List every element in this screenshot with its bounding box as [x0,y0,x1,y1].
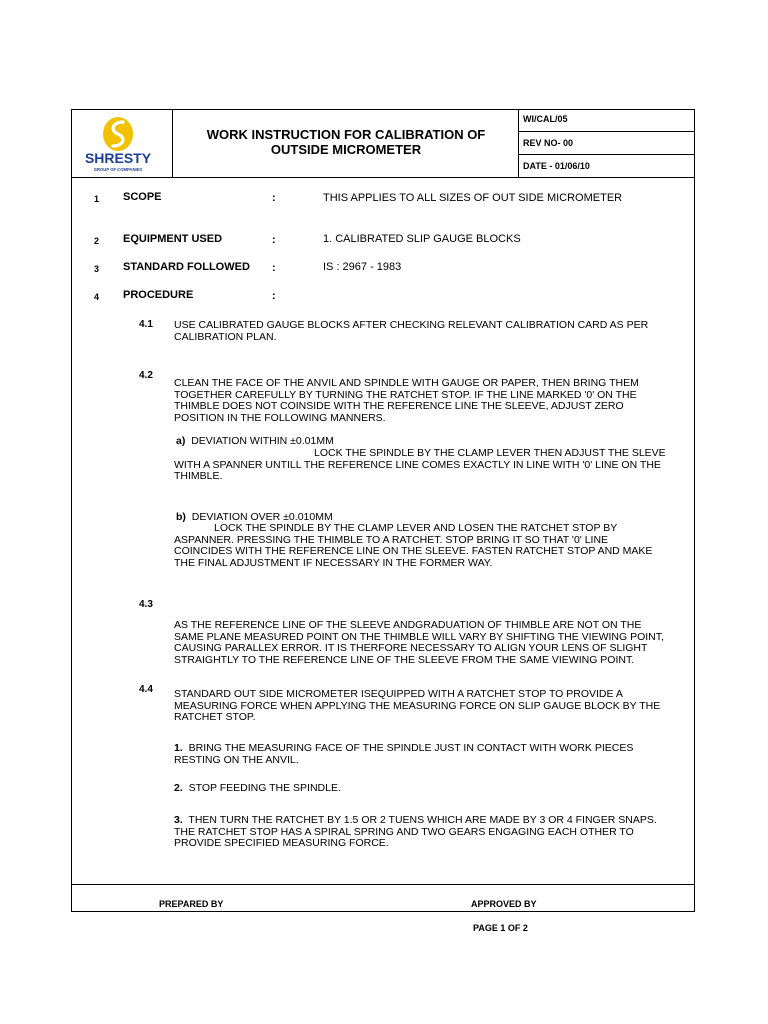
header-meta-divider [518,109,519,178]
text-line: LOCK THE SPINDLE BY THE CLAMP LEVER AND LOSEN THE RATCHET STOP BY [214,522,618,534]
header-meta-row-divider-2 [518,154,695,155]
text-line: CAUSING PARALLEX ERROR. IT IS THERFORE NECESSARY TO ALIGN YOUR LENS OF SLIGHT [174,642,648,655]
text-line: LOCK THE SPINDLE BY THE CLAMP LEVER THEN ADJUST THE SLEVE [314,447,666,459]
section-colon: : [272,192,276,204]
section-label-standard: STANDARD FOLLOWED [123,261,250,273]
prepared-by-label: PREPARED BY [159,899,224,909]
subsection-text-4-3 [174,620,694,666]
footer-top-divider [71,884,695,885]
text-line: CLEAN THE FACE OF THE ANVIL AND SPINDLE WITH GAUGE OR PAPER, THEN BRING THEM [174,377,639,389]
subsection-number: 4.1 [139,319,153,330]
text-line: USE CALIBRATED GAUGE BLOCKS AFTER CHECKING RELEVANT CALIBRATION CARD AS PER [174,319,649,331]
step-text: BRING THE MEASURING FACE OF THE SPINDLE JUST IN CONTACT WITH WORK PIECES [188,742,634,754]
text-line: MEASURING FORCE WHEN APPLYING THE MEASURING FORCE ON SLIP GAUGE BLOCK BY THE [174,699,661,712]
section-number: 2 [94,236,100,246]
document-title-line-2: OUTSIDE MICROMETER [270,142,422,157]
text-line: AS THE REFERENCE LINE OF THE SLEEVE ANDGRADUATION OF THIMBLE ARE NOT ON THE [174,619,642,631]
text-line: THIMBLE. [174,470,223,483]
document-title-line-1: WORK INSTRUCTION FOR CALIBRATION OF [206,127,486,142]
text-line: STANDARD OUT SIDE MICROMETER ISEQUIPPED WITH A RATCHET STOP TO PROVIDE A [174,688,623,700]
text-line: RATCHET STOP. [174,711,256,724]
step-marker: 2. [174,782,183,794]
step-3 [174,815,694,850]
logo-tagline: GROUP OF COMPANIES [93,167,143,172]
shresty-logo-icon [80,114,162,176]
section-number: 3 [94,264,100,274]
subsection-text-4-1 [174,320,694,343]
step-marker: 1. [174,742,183,754]
text-line: CALIBRATION PLAN. [174,330,277,343]
section-colon: : [272,234,276,246]
subsection-text-4-4 [174,689,694,724]
section-number: 4 [94,292,100,302]
deviation-a-heading [176,436,576,448]
step-text: STOP FEEDING THE SPINDLE. [188,782,341,794]
subsection-text-4-2 [174,378,694,424]
section-label-scope: SCOPE [123,191,162,203]
step-1 [174,743,694,766]
header-meta-row-divider-1 [518,131,695,132]
header-bottom-divider [71,177,695,178]
text-line: SAME PLANE MEASURED POINT ON THE THIMBLE WILL VARY BY SHIFTING THE VIEWING POINT, [174,630,664,643]
section-value-equipment: 1. CALIBRATED SLIP GAUGE BLOCKS [323,233,521,245]
text-line: PROVIDE SPECIFIED MEASURING FORCE. [174,837,389,850]
list-marker-a: a) [176,435,186,447]
deviation-a-text [174,448,694,483]
logo-company-name: SHRESTY [84,150,152,166]
section-colon: : [272,290,276,302]
text-line [174,815,694,827]
doc-number: WI/CAL/05 [523,114,568,124]
deviation-b-text [174,523,694,569]
text-line: STRAIGHTLY TO THE REFERENCE LINE OF THE SLEEVE FROM THE SAME VIEWING POINT. [174,653,635,666]
text-line: WITH A SPANNER UNTILL THE REFERENCE LINE COMES EXACTLY IN LINE WITH '0' LINE ON THE [174,458,661,471]
subsection-number: 4.2 [139,370,153,381]
subsection-number: 4.4 [139,684,153,695]
text-line: RESTING ON THE ANVIL. [174,753,299,766]
approved-by-label: APPROVED BY [471,899,537,909]
text-line: POSITION IN THE FOLLOWING MANNERS. [174,411,386,424]
section-value-standard: IS : 2967 - 1983 [323,261,402,273]
text-line: THE RATCHET STOP HAS A SPIRAL SPRING AND TWO GEARS ENGAGING EACH OTHER TO [174,825,634,838]
step-text: THEN TURN THE RATCHET BY 1.5 OR 2 TUENS WHICH ARE MADE BY 3 OR 4 FINGER SNAPS. [188,814,657,826]
section-colon: : [272,262,276,274]
step-2 [174,783,694,795]
step-marker: 3. [174,814,183,826]
page-number: PAGE 1 OF 2 [473,923,528,933]
company-logo [80,114,162,176]
deviation-a-title: DEVIATION WITHIN ±0.01MM [191,435,334,447]
section-number: 1 [94,194,100,204]
section-value-scope: THIS APPLIES TO ALL SIZES OF OUT SIDE MICROMETER [323,192,623,204]
text-line [174,743,694,755]
text-line: THE FINAL ADJUSTMENT IF NECESSARY IN THE FORMER WAY. [174,556,493,569]
header-logo-divider [172,109,173,178]
revision-number: REV NO- 00 [523,138,574,148]
deviation-b-title: DEVIATION OVER ±0.010MM [191,511,333,523]
list-marker-b: b) [176,511,186,523]
text-line: ASPANNER. PRESSING THE THIMBLE TO A RATCHET. STOP BRING IT SO THAT '0' LINE [174,533,609,546]
document-date: DATE - 01/06/10 [523,161,590,171]
text-line: TOGETHER CAREFULLY BY TURNING THE RATCHET STOP. IF THE LINE MARKED '0' ON THE [174,388,637,401]
section-label-equipment: EQUIPMENT USED [123,233,223,245]
subsection-number: 4.3 [139,599,153,610]
text-line: COINCIDES WITH THE REFERENCE LINE ON THE SLEEVE. FASTEN RATCHET STOP AND MAKE [174,545,653,558]
section-label-procedure: PROCEDURE [123,289,194,301]
document-title [174,127,518,157]
text-line: THIMBLE DOES NOT COINSIDE WITH THE REFERENCE LINE THE SLEEVE, ADJUST ZERO [174,400,624,413]
